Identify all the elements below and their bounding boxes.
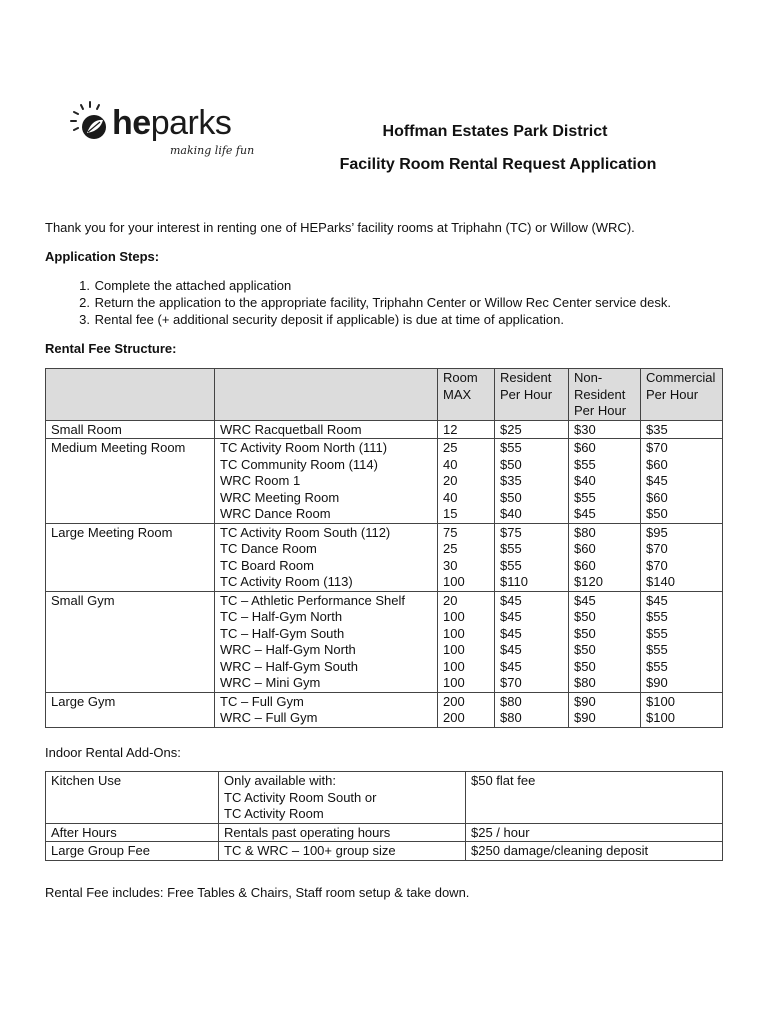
cell-line: $45 [646, 473, 668, 488]
step-item: 3. Rental fee (+ additional security deposit if applicable) is due at time of application. [79, 312, 564, 327]
cell-line: WRC – Half-Gym North [220, 642, 356, 657]
cell-line: TC Activity Room North (111) [220, 440, 388, 455]
logo-tagline: making life fun [170, 144, 255, 157]
cell-line: $55 [574, 456, 596, 472]
cell-line: TC Activity Room [224, 806, 324, 821]
cell-line: 100 [443, 625, 465, 641]
cell-line: WRC Meeting Room [220, 489, 340, 505]
cell-line: $60 [646, 456, 668, 472]
cell-line: TC & WRC – 100+ group size [224, 843, 396, 858]
cell-line: TC – Half-Gym North [220, 609, 343, 624]
cell-line: 100 [443, 642, 465, 657]
cell-line: $80 [574, 675, 596, 690]
cell-line: $45 [500, 658, 522, 674]
addon-row [46, 772, 723, 824]
header-cell-nonresident: Non- Resident Per Hour [569, 369, 641, 421]
commercial-cell [641, 420, 723, 439]
cell-line: $95 [646, 524, 668, 540]
page-subtitle: Facility Room Rental Request Application [339, 156, 657, 173]
max-cell [438, 591, 495, 692]
addon-name-cell: After Hours [46, 823, 219, 842]
cell-line: $45 [646, 592, 668, 608]
cell-line: $40 [574, 473, 596, 488]
cell-line: TC Community Room (114) [220, 456, 378, 472]
addon-details-cell [219, 823, 466, 842]
room-cell [215, 692, 438, 727]
cell-line: $80 [574, 524, 596, 540]
addons-heading: Indoor Rental Add-Ons: [45, 745, 181, 760]
cell-line: $100 [646, 693, 675, 709]
cell-line: 20 [443, 473, 458, 488]
cell-line: WRC – Mini Gym [220, 675, 321, 690]
category-cell: Small Gym [46, 591, 215, 692]
cell-line: 75 [443, 524, 458, 540]
cell-line: $45 [500, 609, 522, 624]
cell-line: TC Activity Room South or [224, 789, 377, 805]
cell-line: $60 [574, 440, 596, 455]
cell-line: $35 [646, 421, 668, 437]
cell-line: WRC Room 1 [220, 473, 301, 488]
cell-line: $50 [574, 658, 596, 674]
cell-line: 40 [443, 456, 458, 472]
cell-line: $45 [574, 592, 596, 608]
resident-cell [495, 420, 569, 439]
category-cell: Small Room [46, 420, 215, 439]
fee-group-row [46, 523, 723, 591]
cell-line: $90 [574, 710, 596, 725]
step-item: 1. Complete the attached application [79, 278, 292, 293]
cell-line: TC – Athletic Performance Shelf [220, 592, 405, 608]
cell-line: $80 [500, 710, 522, 725]
cell-line: $70 [646, 541, 668, 556]
room-cell [215, 420, 438, 439]
cell-line: $25 [500, 421, 522, 437]
cell-line: $60 [646, 489, 668, 505]
logo-wordmark: heparks [112, 104, 232, 142]
cell-line: $40 [500, 506, 522, 521]
cell-line: $45 [574, 506, 596, 521]
category-cell: Large Gym [46, 692, 215, 727]
cell-line: WRC – Half-Gym South [220, 658, 358, 674]
cell-line: 200 [443, 710, 465, 725]
addon-name-cell: Kitchen Use [46, 772, 219, 824]
resident-cell [495, 692, 569, 727]
cell-line: $100 [646, 710, 675, 725]
addon-fee-cell: $50 flat fee [466, 772, 723, 824]
commercial-cell [641, 523, 723, 591]
cell-line: $90 [646, 675, 668, 690]
cell-line: $50 [646, 506, 668, 521]
cell-line: TC Activity Room (113) [220, 574, 353, 589]
cell-line: $70 [646, 440, 668, 455]
addon-name-cell: Large Group Fee [46, 842, 219, 861]
commercial-cell [641, 439, 723, 524]
cell-line: 100 [443, 658, 465, 674]
cell-line: 25 [443, 541, 458, 556]
max-cell [438, 439, 495, 524]
room-cell [215, 439, 438, 524]
addon-details-cell [219, 842, 466, 861]
cell-line: $55 [500, 440, 522, 455]
cell-line: $30 [574, 421, 596, 437]
fee-group-row [46, 439, 723, 524]
cell-line: $60 [574, 557, 596, 573]
cell-line: TC Activity Room South (112) [220, 524, 391, 540]
cell-line: 100 [443, 675, 465, 690]
cell-line: 40 [443, 489, 458, 505]
addon-row [46, 823, 723, 842]
cell-line: $55 [646, 658, 668, 674]
cell-line: $75 [500, 524, 522, 540]
cell-line: $55 [500, 557, 522, 573]
header-cell-room [215, 369, 438, 421]
step-item: 2. Return the application to the appropriate facility, Triphahn Center or Willow Rec Center service desk. [79, 295, 671, 310]
category-cell: Large Meeting Room [46, 523, 215, 591]
cell-line: $55 [646, 642, 668, 657]
addon-details-cell [219, 772, 466, 824]
table-header-row [46, 369, 723, 421]
commercial-cell [641, 591, 723, 692]
cell-line: $55 [646, 609, 668, 624]
rental-fee-table [45, 368, 723, 728]
cell-line: $55 [500, 541, 522, 556]
cell-line: $45 [500, 625, 522, 641]
cell-line: WRC Racquetball Room [220, 421, 362, 437]
cell-line: 12 [443, 421, 458, 437]
cell-line: $120 [574, 574, 603, 589]
cell-line: $60 [574, 541, 596, 556]
addons-table [45, 771, 723, 861]
cell-line: $50 [500, 489, 522, 505]
resident-cell [495, 591, 569, 692]
nonresident-cell [569, 439, 641, 524]
fee-heading: Rental Fee Structure: [45, 341, 177, 356]
cell-line: $50 [500, 456, 522, 472]
cell-line: $90 [574, 693, 596, 709]
cell-line: $45 [500, 592, 522, 608]
cell-line: $70 [500, 675, 522, 690]
header-cell-max: Room MAX [438, 369, 495, 421]
addon-fee-cell: $250 damage/cleaning deposit [466, 842, 723, 861]
cell-line: Only available with: [224, 773, 336, 788]
cell-line: TC Dance Room [220, 541, 317, 556]
nonresident-cell [569, 591, 641, 692]
addon-fee-cell: $25 / hour [466, 823, 723, 842]
max-cell [438, 692, 495, 727]
resident-cell [495, 523, 569, 591]
room-cell [215, 591, 438, 692]
commercial-cell [641, 692, 723, 727]
cell-line: TC – Full Gym [220, 693, 304, 709]
nonresident-cell [569, 523, 641, 591]
cell-line: 15 [443, 506, 458, 521]
intro-text: Thank you for your interest in renting one of HEParks’ facility rooms at Triphahn (TC) or Willow (WRC). [45, 220, 635, 235]
cell-line: 100 [443, 609, 465, 624]
category-cell: Medium Meeting Room [46, 439, 215, 524]
page-title: Hoffman Estates Park District [382, 123, 608, 140]
max-cell [438, 523, 495, 591]
cell-line: $140 [646, 574, 675, 589]
resident-cell [495, 439, 569, 524]
cell-line: 200 [443, 693, 465, 709]
nonresident-cell [569, 692, 641, 727]
cell-line: $80 [500, 693, 522, 709]
cell-line: $50 [574, 609, 596, 624]
cell-line: TC – Half-Gym South [220, 625, 345, 641]
steps-list [45, 277, 671, 328]
header-cell-resident: Resident Per Hour [495, 369, 569, 421]
cell-line: WRC – Full Gym [220, 710, 318, 725]
cell-line: 100 [443, 574, 465, 589]
cell-line: Rentals past operating hours [224, 824, 391, 840]
cell-line: $45 [500, 642, 522, 657]
cell-line: 25 [443, 440, 458, 455]
cell-line: TC Board Room [220, 557, 314, 573]
cell-line: $50 [574, 625, 596, 641]
addon-row [46, 842, 723, 861]
heparks-logo [70, 100, 260, 170]
room-cell [215, 523, 438, 591]
fee-group-row [46, 420, 723, 439]
cell-line: 20 [443, 592, 458, 608]
header-cell-category [46, 369, 215, 421]
cell-line: $110 [500, 574, 528, 589]
fee-group-row [46, 692, 723, 727]
cell-line: $70 [646, 557, 668, 573]
max-cell [438, 420, 495, 439]
cell-line: 30 [443, 557, 458, 573]
steps-heading: Application Steps: [45, 249, 160, 264]
cell-line: WRC Dance Room [220, 506, 331, 521]
header-cell-commercial: Commercial Per Hour [641, 369, 723, 421]
cell-line: $35 [500, 473, 522, 488]
leaf-sun-icon [70, 100, 114, 144]
footer-note: Rental Fee includes: Free Tables & Chairs, Staff room setup & take down. [45, 885, 470, 900]
nonresident-cell [569, 420, 641, 439]
cell-line: $50 [574, 642, 596, 657]
cell-line: $55 [646, 625, 668, 641]
fee-group-row [46, 591, 723, 692]
cell-line: $55 [574, 489, 596, 505]
